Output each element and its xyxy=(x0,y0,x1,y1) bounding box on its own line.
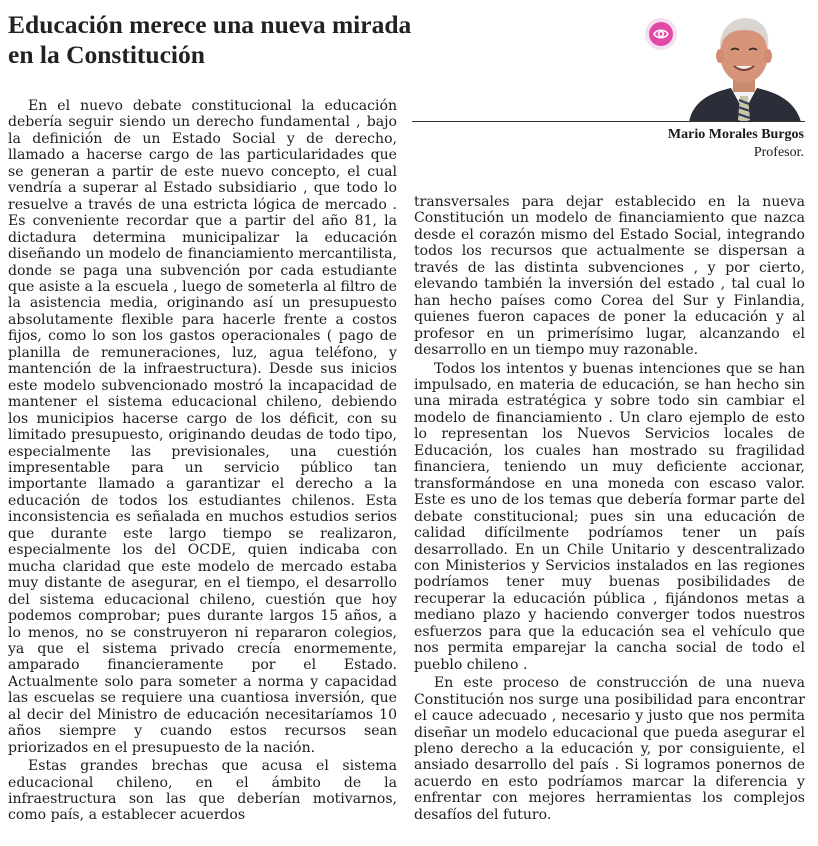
article-column-left xyxy=(8,98,397,824)
view-badge[interactable] xyxy=(645,18,677,50)
article-column-right xyxy=(414,194,805,823)
paragraph: Todos los intentos y buenas intenciones que se han impulsado, en materia de educación, se han hecho sin una mirada estratégica y sobre todo sin cambiar el modelo de financiamiento . Un claro ejemplo de esto lo representan los Nuevos Servicios locales de Educación, los cuales han mostrado su fragilidad financiera, teniendo un muy deficiente accionar, transformándose en una moneda con escaso valor. Este es uno de los temas que debería formar parte del debate constitucional; pues sin una educación de calidad difícilmente podríamos tener un país desarrollado. En un Chile Unitario y descentralizado con Ministerios y Servicios instalados en las regiones podríamos tener muy buenas posibilidades de recuperar la educación pública , fijándonos metas a mediano plazo y haciendo converger todos nuestros esfuerzos para que la educación sea el vehículo que nos permita emparejar la cancha social de todo el pueblo chileno . xyxy=(414,360,805,673)
paragraph: transversales para dejar establecido en la nueva Constitución un modelo de financiamiento que nazca desde el corazón mismo del Estado Social, integrando todos los recursos que actualmente se dispersan a través de las distinta subvenciones , y por cierto, elevando también la inversión del estado , tal cual lo han hecho países como Corea del Sur y Finlandia, quienes fueron capaces de poner la educación y al profesor en un primerísimo lugar, alcanzando el desarrollo en un tiempo muy razonable. xyxy=(414,194,805,359)
article-title-line-1: Educación merece una nueva mirada xyxy=(8,10,412,39)
author-byline xyxy=(668,126,804,162)
paragraph: En este proceso de construcción de una nueva Constitución nos surge una posibilidad para encontrar el cauce adecuado , necesario y justo que nos permita diseñar un modelo educacional que pueda asegurar el pleno derecho a la educación y, por consiguiente, el ansiado desarrollo del país . Si logramos ponernos de acuerdo en esto podríamos marcar la diferencia y enfrentar con mejores herramientas los complejos desafíos del futuro. xyxy=(414,675,805,823)
article-title xyxy=(8,10,608,70)
eye-icon xyxy=(649,22,673,46)
author-role: Profesor. xyxy=(753,145,804,160)
author-name: Mario Morales Burgos xyxy=(667,127,804,142)
author-divider xyxy=(412,121,805,122)
paragraph: En el nuevo debate constitucional la educación debería seguir siendo un derecho fundamental , bajo la definición de un Estado Social y de derecho, llamado a hacerse cargo de las particularidades que se generan a partir de este nuevo concepto, el cual vendría a superar al Estado subsidiario , que todo lo resuelve a través de una estricta lógica de mercado . Es conveniente recordar que a partir del año 81, la dictadura determina municipalizar la educación diseñando un modelo de financiamiento mercantilista, donde se paga una subvención por cada estudiante que asiste a la escuela , luego de someterla al filtro de la asistencia media, originando así un presupuesto absolutamente flexible para hacerle frente a costos fijos, como lo son los gastos operacionales ( pago de planilla de remuneraciones, luz, agua teléfono, y mantención de la infraestructura). Desde sus inicios este modelo subvencionado mostró la incapacidad de mantener el sistema educacional chileno, debiendo los municipios hacerse cargo de los déficit, con su limitado presupuesto, originando deudas de todo tipo, especialmente las previsionales, una cuestión impresentable para un servicio público tan importante llamado a garantizar el derecho a la educación de todos los estudiantes chilenos. Esta inconsistencia es señalada en muchos estudios serios que durante este largo tiempo se realizaron, especialmente los del OCDE, quien indicaba con mucha claridad que este modelo de mercado estaba muy distante de asegurar, en el tiempo, el desarrollo del sistema educacional chileno, cuestión que hoy podemos comprobar; pues durante largos 15 años, a lo menos, no se construyeron ni repararon colegios, ya que el sistema privado crecía enormemente, amparado financieramente por el Estado. Actualmente solo para someter a norma y capacidad las escuelas se requiere una cuantiosa inversión, que al decir del Ministro de educación necesitaríamos 10 años siempre y cuando estos recursos sean priorizados en el presupuesto de la nación. xyxy=(8,98,397,756)
author-photo xyxy=(683,12,805,122)
paragraph: Estas grandes brechas que acusa el sistema educacional chileno, en el ámbito de la infraestructura son las que deberían motivarnos, como país, a establecer acuerdos xyxy=(8,758,397,824)
article-title-line-2: en la Constitución xyxy=(8,40,205,69)
